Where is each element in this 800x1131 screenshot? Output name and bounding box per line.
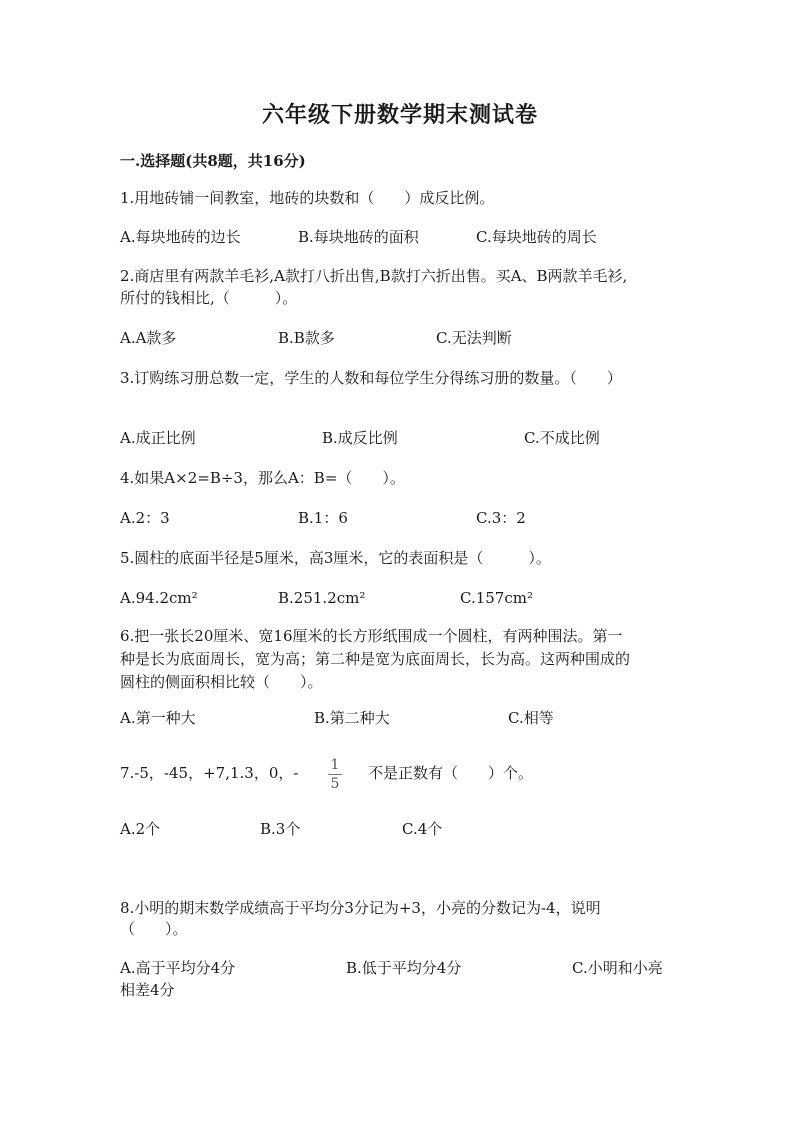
fraction-denominator: 5 <box>330 776 340 792</box>
question-5-option-c: C.157cm² <box>460 589 533 607</box>
question-3-option-c: C.不成比例 <box>524 429 600 447</box>
question-7-text-part-1: 7.-5，-45，+7,1.3，0，- <box>120 764 299 782</box>
question-6-text-line-3: 圆柱的侧面积相比较（ ）。 <box>120 673 323 691</box>
question-4-option-b: B.1：6 <box>298 509 348 527</box>
question-2-option-c: C.无法判断 <box>436 329 512 347</box>
fraction-numerator: 1 <box>330 757 340 773</box>
question-1-option-c: C.每块地砖的周长 <box>476 228 597 246</box>
question-3-text: 3.订购练习册总数一定，学生的人数和每位学生分得练习册的数量。（ ） <box>120 369 622 387</box>
fraction-one-fifth <box>328 757 342 792</box>
question-6-option-b: B.第二种大 <box>314 709 390 727</box>
question-1-option-b: B.每块地砖的面积 <box>298 228 419 246</box>
question-3-option-b: B.成反比例 <box>322 429 398 447</box>
question-7-option-b: B.3个 <box>260 820 301 838</box>
question-5-option-a: A.94.2cm² <box>120 589 198 607</box>
section-heading: 一.选择题(共8题，共16分) <box>120 152 306 170</box>
question-7-text-part-2: 不是正数有（ ）个。 <box>368 764 534 782</box>
question-2-option-b: B.B款多 <box>278 329 335 347</box>
question-4-option-a: A.2：3 <box>120 509 170 527</box>
page-title: 六年级下册数学期末测试卷 <box>261 102 538 128</box>
question-1-text: 1.用地砖铺一间教室，地砖的块数和（ ）成反比例。 <box>120 189 495 207</box>
fraction-bar <box>328 774 342 775</box>
question-7-option-c: C.4个 <box>402 820 443 838</box>
question-6-option-a: A.第一种大 <box>120 709 196 727</box>
question-8-option-c: C.小明和小亮 <box>572 959 663 977</box>
question-6-option-c: C.相等 <box>508 709 554 727</box>
question-6-text-line-2: 种是长为底面周长，宽为高；第二种是宽为底面周长，长为高。这两种围成的 <box>120 650 631 668</box>
question-8-option-b: B.低于平均分4分 <box>346 959 462 977</box>
question-2-text-line-2: 所付的钱相比,（ ）。 <box>120 289 298 307</box>
question-7-option-a: A.2个 <box>120 820 161 838</box>
question-4-option-c: C.3：2 <box>476 509 526 527</box>
question-5-text: 5.圆柱的底面半径是5厘米，高3厘米，它的表面积是（ ）。 <box>120 549 551 567</box>
question-5-option-b: B.251.2cm² <box>278 589 366 607</box>
question-2-text-line-1: 2.商店里有两款羊毛衫,A款打八折出售,B款打六折出售。买A、B两款羊毛衫, <box>120 267 628 285</box>
question-3-option-a: A.成正比例 <box>120 429 196 447</box>
question-8-option-c-continued: 相差4分 <box>120 981 175 999</box>
question-6-text-line-1: 6.把一张长20厘米、宽16厘米的长方形纸围成一个圆柱，有两种围法。第一 <box>120 627 623 645</box>
question-1-option-a: A.每块地砖的边长 <box>120 228 241 246</box>
question-8-text-line-1: 8.小明的期末数学成绩高于平均分3分记为+3，小亮的分数记为-4，说明 <box>120 899 601 917</box>
question-8-option-a: A.高于平均分4分 <box>120 959 236 977</box>
question-2-option-a: A.A款多 <box>120 329 177 347</box>
question-8-text-line-2: （ ）。 <box>120 920 188 938</box>
question-4-text: 4.如果A×2=B÷3，那么A：B=（ ）。 <box>120 469 405 487</box>
